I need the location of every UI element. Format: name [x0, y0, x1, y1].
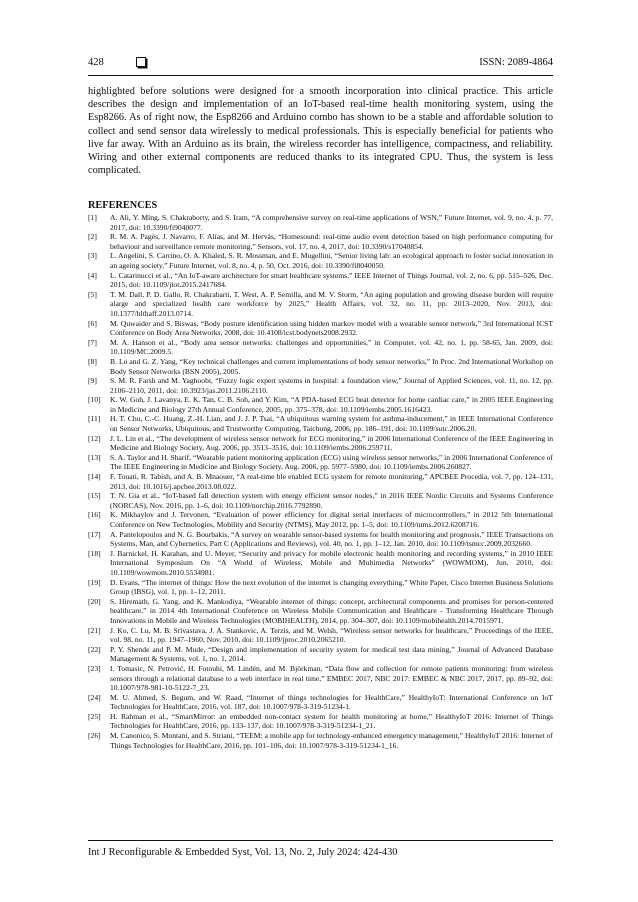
reference-item: [88, 693, 553, 712]
reference-item: [88, 414, 553, 433]
reference-item: [88, 578, 553, 597]
reference-number: [11]: [88, 414, 101, 424]
reference-number: [5]: [88, 289, 97, 299]
reference-item: [88, 395, 553, 414]
reference-text: T. M. Dall, P. D. Gallo, R. Chakrabarti, T. West, A. P. Semilla, and M. V. Storm, “An aging population and growing disease burden will require alarge and specialized health care workforce by 2025,” Health Affairs, vol. 32, no. 11, pp. 2013–2020, Nov. 2013, doi: 10.1377/hlthaff.2013.0714.: [110, 289, 553, 318]
reference-item: [88, 319, 553, 338]
reference-number: [2]: [88, 232, 97, 242]
checkbox-square-icon: [136, 57, 146, 67]
header-rule: [88, 75, 553, 76]
reference-item: [88, 271, 553, 290]
reference-text: J. Barnickel, H. Karahan, and U. Meyer, “Security and privacy for mobile electronic health monitoring and recording systems,” in 2010 IEEE International Symposium On “A World of Wireless, Mobile and Multimedia Networks” (WOWMOM), Jun. 2010, doi: 10.1109/wowmom.2010.5534981.: [110, 548, 553, 577]
footer-rule: [88, 840, 553, 841]
reference-number: [3]: [88, 251, 97, 261]
reference-number: [7]: [88, 337, 97, 347]
reference-item: [88, 290, 553, 319]
reference-number: [17]: [88, 529, 101, 539]
reference-item: [88, 549, 553, 578]
reference-number: [15]: [88, 491, 101, 501]
reference-text: I. Tomasic, N. Petrović, H. Fotouhi, M. Lindén, and M. Björkman, “Data flow and collection for remote patients monitoring: from wireless sensors through a relational database to a web interface in real time,” EMBEC 2017, NBC 2017: EMBEC & NBC 2017, 2017, pp. 89–92, doi: 10.1007/978-981-10-5122-7_23.: [110, 663, 553, 693]
reference-number: [1]: [88, 213, 97, 222]
reference-item: [88, 530, 553, 549]
reference-item: [88, 213, 553, 232]
reference-text: M. A. Hanson et al., “Body area sensor networks: challenges and opportunities,” in Computer, vol. 42, no. 1, pp. 58-65, Jan. 2009, doi: 10.1109/MC.2009.5.: [110, 337, 553, 357]
reference-item: [88, 597, 553, 626]
reference-number: [20]: [88, 596, 101, 606]
reference-number: [4]: [88, 270, 97, 280]
reference-item: [88, 491, 553, 510]
reference-text: T. N. Gia et al., “IoT-based fall detection system with energy efficient sensor nodes,” in 2016 IEEE Nordic Circuits and Systems Conference (NORCAS), Nov. 2016, pp. 1–6, doi: 10.1109/norchip.2016.7792890.: [110, 491, 553, 510]
reference-text: H. Rahman et al., “SmartMirror: an embedded non-contact system for health monitoring at home,” HealthyIoT 2016: Internet of Things Technologies for HealthCare, 2016, pp. 133–137, doi: 10.1007/978-3-319-51234-1_21.: [110, 711, 553, 731]
page-header: [88, 54, 553, 70]
reference-text: P. Y. Shende and P. M. Mude, “Design and implementation of security system for medical test data mining,” Journal of Advanced Database Management & Systems, vol. 1, no. 1, 2014.: [110, 644, 553, 664]
reference-item: [88, 453, 553, 472]
reference-number: [23]: [88, 663, 101, 673]
reference-item: [88, 251, 553, 270]
reference-item: [88, 434, 553, 453]
reference-text: L. Angelini, S. Carrino, O. A. Khaled, S. R. Mossman, and E. Mugellini, “Senior living lab: an ecological approach to foster social innovation in an ageing society,” Future Internet, vol. 8, no. 4, p. 50, Oct. 2016, doi: 10.3390/fi8040050.: [110, 251, 553, 270]
reference-number: [10]: [88, 395, 101, 405]
reference-text: M. Quwaider and S. Biswas, “Body posture identification using hidden markov model with a wearable sensor network,” 3rd International ICST Conference on Body Area Networks, 2008, doi: 10.4108/icst.bodynets2008.2932.: [110, 318, 553, 338]
references-heading: REFERENCES: [88, 200, 158, 211]
reference-text: K. Mikhaylov and J. Tervonen, “Evaluation of power efficiency for digital serial interfaces of microcontrollers,” in 2012 5th International Conference on New Technologies, Mobility and Security (NTMS), May 2012, pp. 1–5, doi: 10.1109/ntms.2012.6208716.: [110, 510, 553, 529]
reference-number: [21]: [88, 625, 101, 635]
reference-text: H. T. Chu, C.-C. Huang, Z.-H. Lian, and J. J. P. Tsai, “A ubiquitous warning system for asthma-inducement,” in IEEE International Conference on Sensor Networks, Ubiquitous, and Trustworthy Computing, Taichung, 2006, pp. 186–191, doi: 10.1109/sutc.2006.20.: [110, 414, 553, 434]
reference-item: [88, 338, 553, 357]
reference-number: [24]: [88, 692, 101, 702]
issn-label: ISSN: 2089-4864: [479, 56, 553, 68]
intro-paragraph: highlighted before solutions were designed for a smooth incorporation into clinical practice. This article describes the design and implementation of an IoT-based real-time health monitoring system, using the Esp8266. As of right now, the Esp8266 and Arduino combo has shown to be a stable and affordable solution to collect and send sensor data wirelessly to medical professionals. This is especially beneficial for patients who live far away. With an Arduino as its brain, the wireless recorder has intelligence, compactness, and reliability. Wiring and other external components are reduced thanks to its integrated CPU. Thus, the system is less complicated.: [88, 86, 553, 177]
reference-text: D. Evans, “The internet of things: How the next evolution of the internet is changing everything,” White Paper, Cisco Internet Business Solutions Group (IBSG), vol. 1, pp. 1–12, 2011.: [110, 577, 553, 597]
reference-number: [26]: [88, 731, 101, 741]
reference-item: [88, 376, 553, 395]
reference-item: [88, 626, 553, 645]
reference-number: [9]: [88, 376, 97, 386]
reference-text: L. Catarinucci et al., “An IoT-aware architecture for smart healthcare systems,” IEEE Internet of Things Journal, vol. 2, no. 6, pp. 515–526, Dec. 2015, doi: 10.1109/jiot.2015.2417684.: [110, 270, 553, 290]
reference-number: [19]: [88, 577, 101, 587]
reference-item: [88, 664, 553, 693]
reference-number: [13]: [88, 452, 101, 462]
reference-number: [22]: [88, 644, 101, 654]
reference-number: [6]: [88, 318, 97, 328]
reference-item: [88, 472, 553, 491]
reference-item: [88, 232, 553, 251]
reference-number: [14]: [88, 472, 101, 482]
reference-text: J. Ko, C. Lu, M. B. Srivastava, J. A. Stankovic, A. Terzis, and M. Welsh, “Wireless sensor networks for healthcare,” Proceedings of the IEEE, vol. 98, no. 11, pp. 1947–1960, Nov. 2010, doi: 10.1109/jproc.2010.2065210.: [110, 625, 553, 645]
reference-text: A. Ali, Y. Ming, S. Chakraborty, and S. Iram, “A comprehensive survey on real-time applications of WSN,” Future Internet, vol. 9, no. 4, p. 77, 2017, doi: 10.3390/fi9040077.: [110, 213, 553, 232]
reference-item: [88, 712, 553, 731]
reference-text: M. U. Ahmed, S. Begum, and W. Raad, “Internet of things technologies for HealthCare,” HealthyIoT: International Conference on IoT Technologies for HealthCare, 2016, vol. 187, doi: 10.1007/978-3-319-51234-1.: [110, 692, 553, 712]
reference-number: [8]: [88, 356, 97, 366]
reference-text: R. M. A. Pagès, J. Navarro, F. Alías, and M. Hervás, “Homesound: real-time audio event detection based on high performance computing for behaviour and surveillance remote monitoring,” Sensors, vol. 17, no. 4, 2017, doi: 10.3390/s17040854.: [110, 232, 553, 251]
reference-text: S. Hiremath, G. Yang, and K. Mankodiya, “Wearable internet of things: concept, architectural components and promises for person-centered healthcare,” in 2014 4th International Conference on Wireless Mobile Communication and Healthcare - Transforming Healthcare Through Innovations in Mobile and Wireless Technologies (MOBIHEALTH), 2014, pp. 304–307, doi: 10.1109/mobihealth.2014.7015971.: [110, 596, 553, 625]
reference-text: K. W. Goh, J. Lavanya, E. K. Tan, C. B. Soh, and Y. Kim, “A PDA-based ECG beat detector for home cardiac care,” in 2005 IEEE Engineering in Medicine and Biology 27th Annual Conference, 2005, pp. 375–378, doi: 10.1109/iembs.2005.1616423.: [110, 395, 553, 414]
reference-number: [25]: [88, 711, 101, 721]
reference-text: J. L. Lin et al., “The development of wireless sensor network for ECG monitoring,” in 2006 International Conference of the IEEE Engineering in Medicine and Biology Society, Aug. 2006, pp. 3513–3516, doi: 10.1109/iembs.2006.259711.: [110, 433, 553, 453]
reference-text: S. A. Taylor and H. Sharif, “Wearable patient monitoring application (ECG) using wireless sensor networks,” in 2006 International Conference of The IEEE Engineering in Medicine and Biology Society, Aug. 2006, pp. 5977–5980, doi: 10.1109/iembs.2006.260827.: [110, 452, 553, 472]
references-list: [88, 213, 553, 750]
reference-item: [88, 357, 553, 376]
reference-text: F. Touati, R. Tabish, and A. B. Mnaouer, “A real-time ble enabled ECG system for remote monitoring,” APCBEE Procedia, vol. 7, pp. 124–131, 2013, doi: 10.1016/j.apcbee.2013.08.022.: [110, 472, 553, 491]
reference-item: [88, 510, 553, 529]
reference-text: M. Canonico, S. Montani, and S. Striani, “TEEM: a mobile app for technology-enhanced emergency management,” HealthyIoT 2016: Internet of Things Technologies for HealthCare, 2016, pp. 101–106, doi: 10.1007/978-3-319-51234-1_16.: [110, 731, 553, 750]
reference-item: [88, 645, 553, 664]
reference-item: [88, 731, 553, 750]
reference-text: B. Lo and G. Z. Yang, “Key technical challenges and current implementations of body sensor networks,” In Proc. 2nd International Workshop on Body Sensor Networks (BSN 2005), 2005.: [110, 356, 553, 376]
reference-number: [16]: [88, 510, 101, 520]
reference-number: [18]: [88, 548, 101, 558]
reference-number: [12]: [88, 433, 101, 443]
page-footer: Int J Reconfigurable & Embedded Syst, Vol. 13, No. 2, July 2024: 424-430: [88, 847, 398, 858]
page-number: 428: [88, 56, 104, 68]
reference-text: A. Pantelopoulos and N. G. Bourbakis, “A survey on wearable sensor-based systems for health monitoring and prognosis,” IEEE Transactions on Systems, Man, and Cybernetics, Part C (Applications and Reviews), vol. 40, no. 1, pp. 1–12, Jan. 2010, doi: 10.1109/tsmcc.2009.2032660.: [110, 529, 553, 549]
reference-text: S. M. R. Farsh and M. Yaghoobi, “Fuzzy logic expert systems in hospital: a foundation view,” Journal of Applied Sciences, vol. 11, no. 12, pp. 2106–2110, 2011, doi: 10.3923/jas.2011.2106.2110.: [110, 376, 553, 395]
